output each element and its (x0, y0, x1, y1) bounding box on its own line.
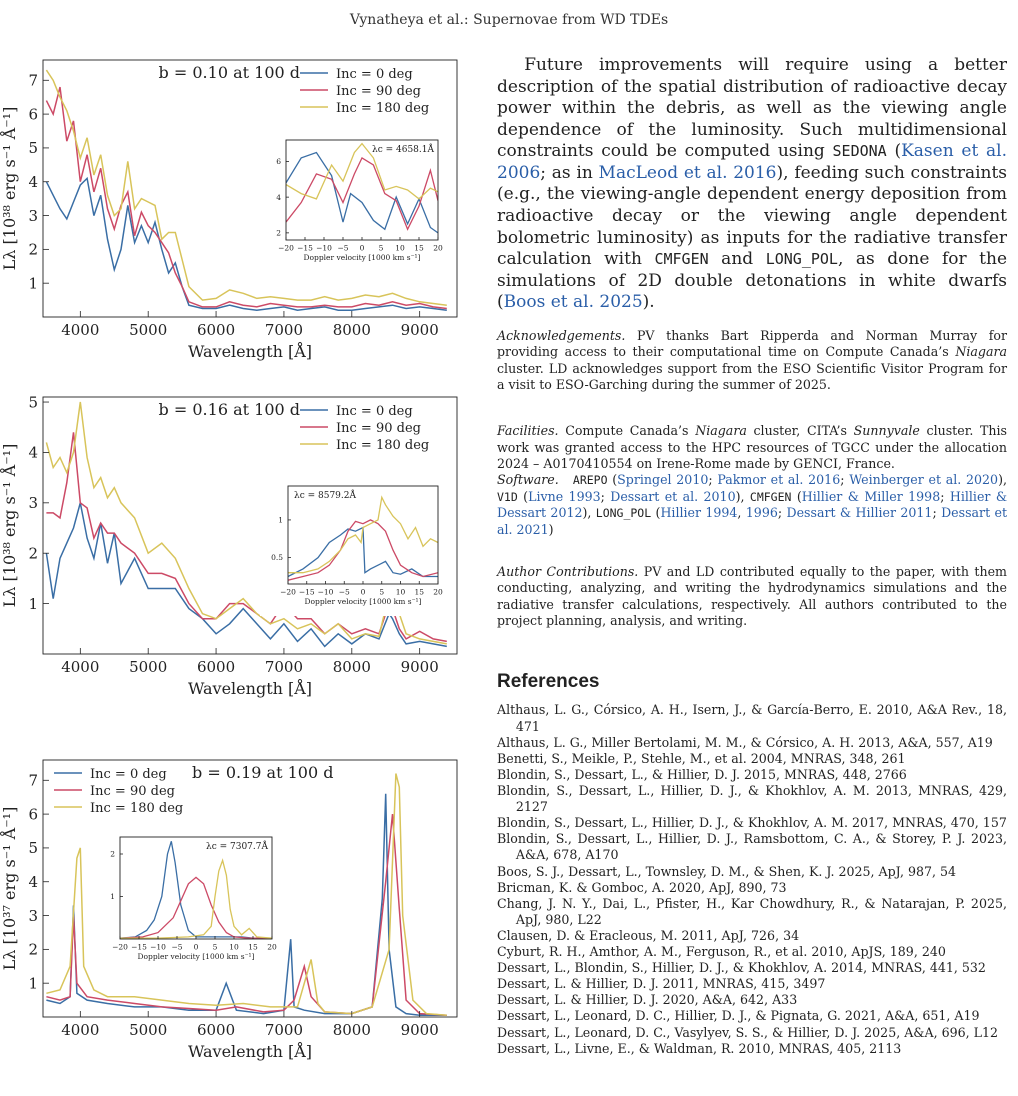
main-0-ytick-label: 7 (28, 71, 38, 90)
main-1-xtick-label: 4000 (61, 658, 100, 676)
citation-link[interactable]: Kasen et al. 2006 (497, 141, 1007, 183)
inset-0-xtick-label: −15 (297, 243, 313, 253)
legend-label: Inc = 90 deg (90, 784, 175, 799)
legend-label: Inc = 180 deg (336, 438, 430, 453)
legend-label: Inc = 180 deg (90, 801, 184, 816)
references-heading: References (497, 671, 600, 693)
reference-item: Dessart, L., Blondin, S., Hillier, D. J., & Khokhlov, A. 2014, MNRAS, 441, 532 (497, 960, 986, 976)
inset-2-xtick-label: −10 (150, 942, 166, 952)
citation-link[interactable]: Livne 1993 (528, 488, 601, 504)
future-improvements-paragraph: Future improvements will require using a better description of the spatial distribution of radioactive decay power within the debris, as well as the viewing angle dependence of the luminosity. Such multidimensional constraints could be computed using SEDONA (Kasen et al. 2006; as in MacLeod et al. 2016), feeding such constraints (e.g., the viewing-angle dependent energy deposition from radioactive decay or the viewing angle dependent bolometric luminosity) as inputs for the radiative transfer calculation with CMFGEN and LONG_POL, as done for the simulations of 2D double detonations in white dwarfs (Boos et al. 2025). (497, 55, 1008, 313)
citation-link[interactable]: Dessart et al. 2021 (497, 505, 1008, 537)
reference-item: Dessart, L. & Hillier, D. J. 2020, A&A, 642, A33 (497, 992, 798, 1008)
right-column (497, 55, 1007, 1057)
inset-0-xtick-label: 5 (378, 243, 384, 253)
inset-0-xtick-label: 0 (359, 243, 365, 253)
main-2-xtick-label: 7000 (264, 1021, 304, 1039)
main-2-xtick-label: 4000 (61, 1021, 100, 1039)
main-2-ytick-label: 5 (28, 839, 38, 858)
inset-1-xtick-label: 0 (360, 587, 366, 597)
facilities: Facilities. Compute Canada’s Niagara cluster, CITA’s Sunnyvale cluster. This work was granted access to the HPC resources of TGCC under the allocation 2024 – A0170410554 on Irene-Rome made by GENCI, France. (497, 423, 1007, 472)
spectrum-plot-b019 (0, 748, 470, 1083)
inset-0-xtick-label: −10 (316, 243, 332, 253)
x-axis-label: Wavelength [Å] (187, 342, 313, 361)
main-1-xtick-label: 5000 (129, 658, 168, 676)
impact-parameter-annotation: b = 0.10 at 100 d (158, 63, 300, 82)
inset-0-xtick-label: −20 (278, 243, 294, 253)
spectrum-plot-b016 (0, 385, 470, 720)
inset-x-axis-label: Doppler velocity [1000 km s⁻¹] (303, 253, 421, 262)
main-2-ytick-label: 1 (28, 974, 38, 993)
legend-label: Inc = 180 deg (336, 101, 430, 116)
main-1-ytick-label: 1 (28, 594, 38, 613)
main-1-ytick-label: 3 (28, 494, 38, 513)
citation-link[interactable]: Boos et al. 2025 (503, 292, 643, 313)
main-1-xtick-label: 9000 (400, 658, 439, 676)
main-1-ytick-label: 2 (28, 544, 38, 563)
citation-link[interactable]: Dessart & Hillier 2011 (786, 505, 933, 521)
inset-2-xtick-label: 15 (248, 942, 258, 952)
main-2-xtick-label: 5000 (129, 1021, 168, 1039)
legend-label: Inc = 90 deg (336, 421, 421, 436)
reference-item: Blondin, S., Dessart, L., & Hillier, D. J. 2015, MNRAS, 448, 2766 (497, 766, 907, 782)
main-1-xtick-label: 6000 (196, 658, 236, 676)
main-1-xtick-label: 7000 (264, 658, 304, 676)
inset-2-xtick-label: 0 (193, 942, 199, 952)
inset-0-ytick-label: 2 (276, 228, 281, 238)
citation-link[interactable]: Dessart et al. 2010 (610, 488, 736, 504)
citation-link[interactable]: 1996 (745, 505, 778, 521)
acknowledgements: Acknowledgements. PV thanks Bart Ripperda and Norman Murray for providing access to their computational time on Compute Canada’s Niagara cluster. LD acknowledges support from the ESO Scientific Visitor Program for a visit to ESO-Garching during the summer of 2025. (497, 327, 1007, 393)
inset-0-xtick-label: 20 (433, 243, 443, 253)
inset-1-ytick-label: 0.5 (271, 553, 283, 563)
reference-item: Cyburt, R. H., Amthor, A. M., Ferguson, R., et al. 2010, ApJS, 189, 240 (497, 944, 946, 960)
inset-1-xtick-label: 10 (395, 587, 406, 597)
reference-item: Dessart, L., Leonard, D. C., Vasylyev, S. S., & Hillier, D. J. 2025, A&A, 696, L12 (497, 1024, 999, 1040)
legend-label: Inc = 0 deg (336, 404, 413, 419)
references-list (497, 702, 1007, 1056)
running-header: Vynatheya et al.: Supernovae from WD TDEs (349, 12, 669, 28)
spectrum-figure-b010 (0, 48, 470, 383)
y-axis-label: Lλ [10³⁸ erg s⁻¹ Å⁻¹] (0, 106, 19, 271)
inset-0-xtick-label: −5 (337, 243, 349, 253)
inset-2-xtick-label: −20 (112, 942, 128, 952)
main-2-ytick-label: 2 (28, 940, 38, 959)
main-0-xtick-label: 8000 (332, 321, 371, 339)
inset-1-xtick-label: 15 (414, 587, 425, 597)
reference-item: Dessart, L., Leonard, D. C., Hillier, D. J., & Pignata, G. 2021, A&A, 651, A19 (497, 1008, 980, 1024)
inset-2-xtick-label: 5 (212, 942, 218, 952)
citation-link[interactable]: MacLeod et al. 2016 (598, 162, 777, 183)
citation-link[interactable]: Springel 2010 (617, 472, 709, 488)
main-0-xtick-label: 4000 (61, 321, 100, 339)
citation-link[interactable]: Hillier 1994 (660, 505, 738, 521)
main-0-xtick-label: 9000 (400, 321, 439, 339)
reference-item: Dessart, L., Livne, E., & Waldman, R. 2010, MNRAS, 405, 2113 (497, 1040, 902, 1056)
inset-2-ytick-label: 1 (110, 892, 115, 902)
reference-item: Dessart, L. & Hillier, D. J. 2011, MNRAS, 415, 3497 (497, 976, 826, 992)
main-0-ytick-label: 3 (28, 206, 38, 225)
inset-1-xtick-label: −20 (280, 587, 296, 597)
y-axis-label: Lλ [10³⁸ erg s⁻¹ Å⁻¹] (0, 443, 19, 608)
reference-item: Bricman, K. & Gomboc, A. 2020, ApJ, 890, 73 (497, 879, 787, 895)
impact-parameter-annotation: b = 0.16 at 100 d (158, 400, 300, 419)
x-axis-label: Wavelength [Å] (187, 1042, 313, 1061)
main-2-ytick-label: 6 (28, 805, 38, 824)
inset-2-xtick-label: −15 (131, 942, 147, 952)
inset-x-axis-label: Doppler velocity [1000 km s⁻¹] (137, 952, 255, 961)
reference-item: Blondin, S., Dessart, L., Hillier, D. J., & Khokhlov, A. M. 2017, MNRAS, 470, 157 (497, 815, 1007, 831)
reference-item: Boos, S. J., Dessart, L., Townsley, D. M., & Shen, K. J. 2025, ApJ, 987, 54 (497, 863, 957, 879)
impact-parameter-annotation: b = 0.19 at 100 d (192, 763, 334, 782)
reference-item: Blondin, S., Dessart, L., Hillier, D. J., & Khokhlov, A. M. 2013, MNRAS, 429, 2127 (497, 782, 1007, 815)
citation-link[interactable]: Hillier & Miller 1998 (801, 488, 941, 504)
inset-x-axis-label: Doppler velocity [1000 km s⁻¹] (304, 597, 422, 606)
inset-2-ytick-label: 2 (110, 849, 115, 859)
reference-item: Benetti, S., Meikle, P., Stehle, M., et al. 2004, MNRAS, 348, 261 (497, 750, 906, 766)
inset-0-xtick-label: 10 (395, 243, 405, 253)
inset-0-xtick-label: 15 (414, 243, 424, 253)
legend-label: Inc = 0 deg (336, 67, 413, 82)
x-axis-label: Wavelength [Å] (187, 679, 313, 698)
main-2-xtick-label: 8000 (332, 1021, 371, 1039)
main-0-ytick-label: 4 (28, 172, 38, 191)
main-2-xtick-label: 6000 (196, 1021, 236, 1039)
spectrum-figure-b019 (0, 748, 470, 1083)
legend-label: Inc = 90 deg (336, 84, 421, 99)
legend-label: Inc = 0 deg (90, 767, 167, 782)
software: Software. AREPO (Springel 2010; Pakmor et al. 2016; Weinberger et al. 2020), V1D (Livne 1993; Dessart et al. 2010), CMFGEN (Hillier & Miller 1998; Hillier & Dessart 2012), LONG_POL (Hillier 1994, 1996; Dessart & Hillier 2011; Dessart et al. 2021) (497, 472, 1008, 537)
main-0-xtick-label: 5000 (129, 321, 168, 339)
main-0-xtick-label: 6000 (196, 321, 236, 339)
main-2-xtick-label: 9000 (400, 1021, 439, 1039)
inset-2-xtick-label: 10 (229, 942, 239, 952)
reference-item: Althaus, L. G., Miller Bertolami, M. M., & Córsico, A. H. 2013, A&A, 557, A19 (497, 734, 993, 750)
main-2-ytick-label: 4 (28, 872, 38, 891)
main-2-ytick-label: 3 (28, 906, 38, 925)
inset-center-wavelength-label: λc = 8579.2Å (294, 491, 356, 501)
main-0-ytick-label: 6 (28, 105, 38, 124)
reference-item: Althaus, L. G., Córsico, A. H., Isern, J., & García-Berro, E. 2010, A&A Rev., 18, 471 (497, 702, 1007, 734)
inset-0-ytick-label: 6 (276, 157, 281, 167)
reference-item: Clausen, D. & Eracleous, M. 2011, ApJ, 726, 34 (497, 927, 800, 943)
main-0-ytick-label: 1 (28, 274, 38, 293)
spectrum-figure-b016 (0, 385, 470, 720)
citation-link[interactable]: Hillier & Dessart 2012 (497, 488, 1008, 521)
inset-center-wavelength-label: λc = 7307.7Å (206, 842, 268, 852)
inset-1-xtick-label: 20 (433, 587, 443, 597)
main-0-ytick-label: 5 (28, 139, 38, 158)
main-1-ytick-label: 4 (28, 443, 38, 462)
inset-1-ytick-label: 1 (278, 515, 283, 525)
main-0-ytick-label: 2 (28, 240, 38, 259)
author-contributions: Author Contributions. PV and LD contributed equally to the paper, with them conducting, analyzing, and writing the hydrodynamics simulations and the radiative transfer calculations, respectively. All authors contributed to the project planning, analysis, and writing. (497, 563, 1008, 628)
inset-1-xtick-label: −15 (298, 587, 315, 597)
inset-0-ytick-label: 4 (276, 192, 281, 202)
inset-1-xtick-label: −5 (338, 587, 350, 597)
inset-center-wavelength-label: λc = 4658.1Å (372, 145, 434, 155)
main-2-ytick-label: 7 (28, 771, 38, 790)
reference-item: Chang, J. N. Y., Dai, L., Pfister, H., Kar Chowdhury, R., & Natarajan, P. 2025, ApJ, 980, L22 (497, 895, 1007, 927)
citation-link[interactable]: Weinberger et al. 2020 (849, 472, 999, 488)
inset-1-xtick-label: −10 (317, 587, 334, 597)
main-0-xtick-label: 7000 (264, 321, 304, 339)
citation-link[interactable]: Pakmor et al. 2016 (717, 472, 841, 488)
spectrum-plot-b010 (0, 48, 470, 383)
reference-item: Blondin, S., Dessart, L., Hillier, D. J., Ramsbottom, C. A., & Storey, P. J. 2023, A&A, 678, A170 (497, 831, 1007, 863)
main-1-xtick-label: 8000 (332, 658, 371, 676)
inset-2-xtick-label: −5 (171, 942, 183, 952)
inset-2-xtick-label: 20 (267, 942, 277, 952)
main-1-ytick-label: 5 (28, 393, 38, 412)
inset-1-xtick-label: 5 (379, 587, 385, 597)
y-axis-label: Lλ [10³⁷ erg s⁻¹ Å⁻¹] (0, 806, 19, 971)
